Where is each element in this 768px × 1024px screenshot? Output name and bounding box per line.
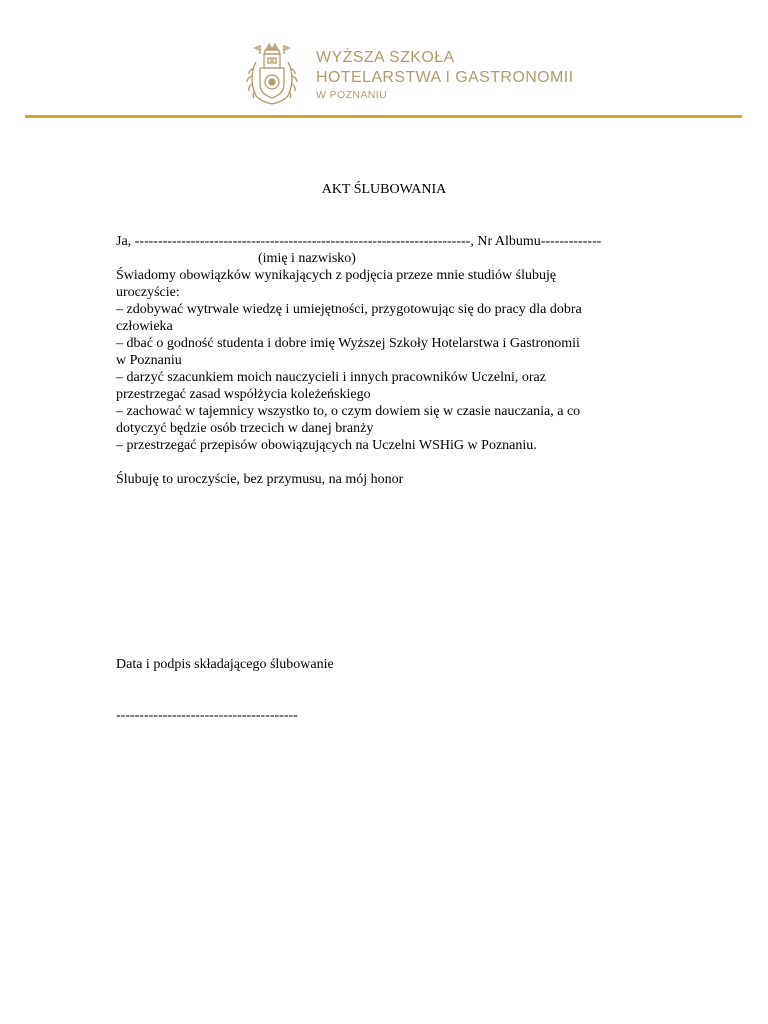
header-divider [25,115,742,118]
oath-line: dotyczyć będzie osób trzecich w danej branży [116,421,374,436]
oath-line: – zdobywać wytrwale wiedzę i umiejętności, przygotowując się do pracy dla dobra [116,302,582,317]
oath-line: człowieka [116,319,173,334]
oath-line: Świadomy obowiązków wynikających z podjęcia przeze mnie studiów ślubuję [116,268,557,283]
oath-line: uroczyście: [116,285,180,300]
oath-line: – zachować w tajemnicy wszystko to, o czym dowiem się w czasie nauczania, a co [116,404,581,419]
school-name-line-2: HOTELARSTWA I GASTRONOMII [316,69,574,86]
oath-line: – przestrzegać przepisów obowiązujących na Uczelni WSHiG w Poznaniu. [116,438,537,453]
name-caption: (imię i nazwisko) [258,251,356,266]
name-album-line: Ja, ------------------------------------------------------------------------, Nr Albumu------------- [116,234,602,249]
oath-line: – dbać o godność studenta i dobre imię Wyższej Szkoły Hotelarstwa i Gastronomii [116,336,580,351]
school-name [316,50,573,101]
signature-line: --------------------------------------- [116,708,298,723]
closing-statement: Ślubuję to uroczyście, bez przymusu, na mój honor [116,472,404,487]
school-name-line-1: WYŻSZA SZKOŁA [316,49,455,66]
oath-line: w Poznaniu [116,353,182,368]
oath-body [116,233,656,488]
school-name-line-3: W POZNANIU [316,89,388,101]
oath-line: przestrzegać zasad współżycia koleżeńskiego [116,387,371,402]
university-crest-icon [240,40,304,110]
letterhead [0,0,768,120]
document-title: AKT ŚLUBOWANIA [321,182,447,197]
signature-label: Data i podpis składającego ślubowanie [116,657,334,672]
paragraph-gap [116,454,656,471]
oath-line: – darzyć szacunkiem moich nauczycieli i innych pracowników Uczelni, oraz [116,370,546,385]
